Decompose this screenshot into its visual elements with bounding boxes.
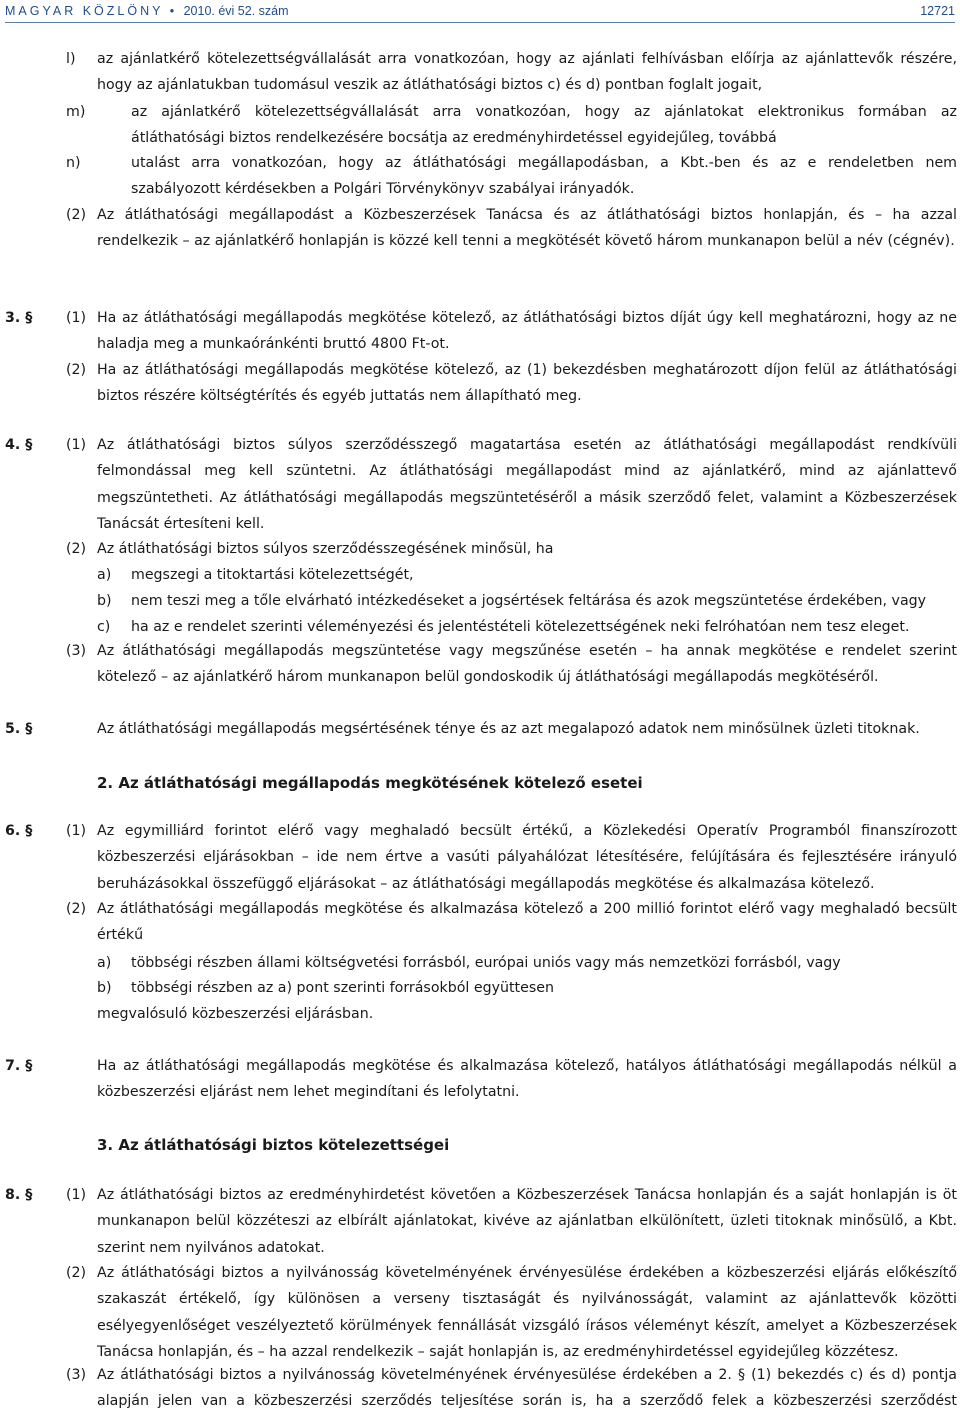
s4-item-label-a: a): [97, 567, 112, 583]
s8-paragraph-text-2: Az átláthatósági biztos a nyilvánosság követelményének érvényesülése érdekében a közbeszerzési eljárás előkészítő szakaszát értékelő, így különösen a verseny tisztaságát és nyilvánosságát, valamint az ajánlattevők közötti esélyegyenlőséget veszélyeztető körülmények fennállását vizsgáló írásos véleményt készít, amelyet a Közbeszerzések Tanácsa honlapján, és – ha azzal rendelkezik – saját honlapján is, az eredményhirdetéssel egyidejűleg közzétesz.: [97, 1265, 957, 1361]
s4-item-label-c: c): [97, 619, 111, 635]
bullet-separator: •: [169, 4, 178, 18]
chapter-heading-2: 2. Az átláthatósági megállapodás megkötésének kötelező esetei: [97, 774, 643, 792]
section-number-5: 5. §: [5, 721, 33, 737]
section-number-6: 6. §: [5, 823, 33, 839]
s4-paragraph-label-2: (2): [66, 541, 87, 557]
s6-item-label-b: b): [97, 980, 112, 996]
s3-paragraph-text-2: Ha az átláthatósági megállapodás megkötése kötelező, az (1) bekezdésben meghatározott díjon felül az átláthatósági biztos részére költségtérítés és egyéb juttatás nem állapítható meg.: [97, 362, 957, 405]
s6-paragraph-text-2: Az átláthatósági megállapodás megkötése és alkalmazása kötelező a 200 millió forintot elérő vagy meghaladó becsült értékű: [97, 901, 957, 944]
section-number-4: 4. §: [5, 437, 33, 453]
item-label-l: l): [66, 51, 76, 67]
page-number: 12721: [920, 4, 955, 18]
journal-title: [5, 4, 289, 18]
s4-paragraph-label-1: (1): [66, 437, 87, 453]
chapter-heading-3: 3. Az átláthatósági biztos kötelezettségei: [97, 1136, 450, 1154]
section-number-7: 7. §: [5, 1058, 33, 1074]
s4-item-text-a: megszegi a titoktartási kötelezettségét,: [131, 567, 414, 583]
s8-paragraph-label-1: (1): [66, 1187, 87, 1203]
s6-item-label-a: a): [97, 955, 112, 971]
s6-paragraph-label-2: (2): [66, 901, 87, 917]
s8-paragraph-text-1: Az átláthatósági biztos az eredményhirdetést követően a Közbeszerzések Tanácsa honlapján és a saját honlapján is öt munkanapon belül közzéteszi az elbírált ajánlatokat, kivéve az ajánlatban elkülönített, üzleti titoknak minősülő, a Kbt. szerint nem nyilvános adatokat.: [97, 1187, 957, 1256]
item-label-n: n): [66, 155, 81, 171]
s6-tail-text: megvalósuló közbeszerzési eljárásban.: [97, 1006, 374, 1022]
s7-text: Ha az átláthatósági megállapodás megkötése és alkalmazása kötelező, hatályos átláthatósági megállapodás nélkül a közbeszerzési eljárást nem lehet megindítani és lefolytatni.: [97, 1058, 957, 1101]
s4-paragraph-text-3: Az átláthatósági megállapodás megszüntetése vagy megszűnése esetén – ha annak megkötése e rendelet szerint kötelező – az ajánlatkérő három munkanapon belül gondoskodik új átláthatósági megállapodás megkötéséről.: [97, 643, 957, 686]
paragraph-label-2: (2): [66, 207, 87, 223]
issue-info: 2010. évi 52. szám: [183, 4, 289, 18]
s8-paragraph-label-2: (2): [66, 1265, 87, 1281]
s4-item-text-c: ha az e rendelet szerinti véleményezési és jelentéstételi kötelezettségének neki felróhatóan nem tesz eleget.: [131, 619, 910, 635]
item-text-n: utalást arra vonatkozóan, hogy az átláthatósági megállapodásban, a Kbt.-ben és az e rendeletben nem szabályozott kérdésekben a Polgári Törvénykönyv szabályai irányadók.: [131, 155, 957, 198]
s3-paragraph-text-1: Ha az átláthatósági megállapodás megkötése kötelező, az átláthatósági biztos díját úgy kell meghatározni, hogy az ne haladja meg a munkaóránkénti bruttó 4800 Ft-ot.: [97, 310, 957, 353]
s4-paragraph-text-2: Az átláthatósági biztos súlyos szerződésszegésének minősül, ha: [97, 541, 554, 557]
s8-paragraph-label-3: (3): [66, 1367, 87, 1383]
s8-paragraph-text-3: Az átláthatósági biztos a nyilvánosság követelményének érvényesülése érdekében a 2. § (1) bekezdés c) és d) pontja alapján jelen van a közbeszerzési szerződés teljesítése során is, ha a szerződő felek a közbeszerzési szerződést: [97, 1367, 957, 1410]
paragraph-text-2: Az átláthatósági megállapodást a Közbeszerzések Tanácsa és az átláthatósági biztos honlapján, és – ha azzal rendelkezik – az ajánlatkérő honlapján is közzé kell tenni a megkötését követő három munkanapon belül a név (cégnév).: [97, 207, 957, 250]
running-header: [5, 0, 955, 23]
s5-text: Az átláthatósági megállapodás megsértésének ténye és az azt megalapozó adatok nem minősülnek üzleti titoknak.: [97, 721, 920, 737]
s4-paragraph-label-3: (3): [66, 643, 87, 659]
s6-paragraph-label-1: (1): [66, 823, 87, 839]
s4-paragraph-text-1: Az átláthatósági biztos súlyos szerződésszegő magatartása esetén az átláthatósági megállapodást rendkívüli felmondással meg kell szüntetni. Az átláthatósági megállapodást mind az ajánlatkérő, mind az ajánlattevő megszüntetheti. Az átláthatósági megállapodás megszüntetéséről a másik szerződő felet, valamint a Közbeszerzések Tanácsát értesíteni kell.: [97, 437, 957, 533]
item-text-l: az ajánlatkérő kötelezettségvállalását arra vonatkozóan, hogy az ajánlati felhívásban előírja az ajánlattevők részére, hogy az ajánlatukban tudomásul veszik az átláthatósági biztos c) és d) pontban foglalt jogait,: [97, 51, 957, 94]
s6-item-text-a: többségi részben állami költségvetési forrásból, európai uniós vagy más nemzetközi forrásból, vagy: [131, 955, 841, 971]
section-number-8: 8. §: [5, 1187, 33, 1203]
s6-paragraph-text-1: Az egymilliárd forintot elérő vagy meghaladó becsült értékű, a Közlekedési Operatív Programból finanszírozott közbeszerzési eljárásokban – ide nem értve a vasúti pályahálózat létesítésére, felújítására és fejlesztésére irányuló beruházásokkal összefüggő eljárásokat – az átláthatósági megállapodás megkötése és alkalmazása kötelező.: [97, 823, 957, 892]
section-number-3: 3. §: [5, 310, 33, 326]
s3-paragraph-label-2: (2): [66, 362, 87, 378]
s3-paragraph-label-1: (1): [66, 310, 87, 326]
item-label-m: m): [66, 104, 86, 120]
journal-name: MAGYAR KÖZLÖNY: [5, 4, 164, 18]
s6-item-text-b: többségi részben az a) pont szerinti forrásokból együttesen: [131, 980, 554, 996]
item-text-m: az ajánlatkérő kötelezettségvállalását arra vonatkozóan, hogy az ajánlatokat elektronikus formában az átláthatósági biztos rendelkezésére bocsátja az eredményhirdetéssel egyidejűleg, továbbá: [131, 104, 957, 147]
s4-item-label-b: b): [97, 593, 112, 609]
s4-item-text-b: nem teszi meg a tőle elvárható intézkedéseket a jogsértések feltárása és azok megszüntetése érdekében, vagy: [131, 593, 927, 609]
